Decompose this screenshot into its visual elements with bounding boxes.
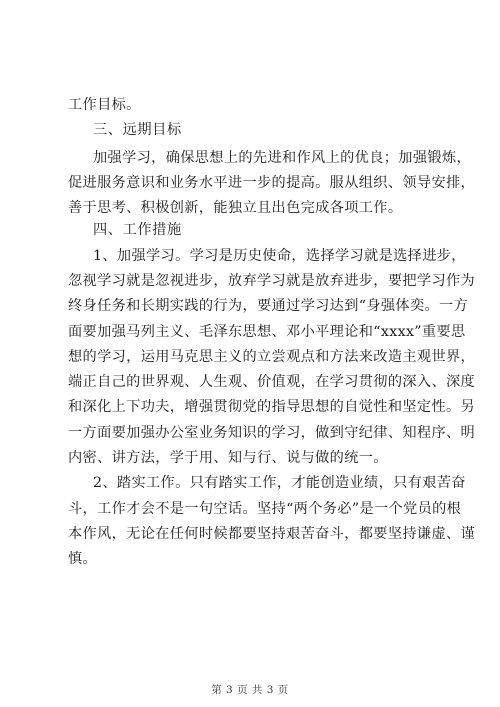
text-line: 1、加强学习。学习是历史使命，选择学习就是选择进步， — [93, 248, 466, 264]
text-line: 本作风，无论在任何时候都要坚持艰苦奋斗，都要坚持谦虚、谨 — [68, 526, 476, 542]
text-line: 一方面要加强办公室业务知识的学习，做到守纪律、知程序、明 — [68, 425, 476, 441]
text-line: 内密、讲方法，学于用、知与行、说与做的统一。 — [68, 450, 388, 466]
text-line: 促进服务意识和业务水平进一步的提高。服从组织、领导安排， — [68, 175, 476, 191]
text-line: 面要加强马列主义、毛泽东思想、邓小平理论和“xxxx”重要思 — [68, 324, 466, 340]
text-line: 慎。 — [68, 551, 98, 567]
text-line: 工作目标。 — [68, 97, 141, 113]
text-line: 加强学习，确保思想上的先进和作风上的优良；加强锻炼， — [93, 150, 471, 166]
text-line: 和深化上下功夫，增强贯彻党的指导思想的自觉性和坚定性。另 — [68, 399, 476, 415]
section-heading-long-term-goals: 三、远期目标 — [93, 122, 182, 138]
text-line: 2、踏实工作。只有踏实工作，才能创造业绩，只有艰苦奋 — [93, 475, 466, 491]
text-line: 斗，工作才会不是一句空话。坚持“两个务必”是一个党员的根 — [68, 501, 462, 517]
page-number-footer: 第 3 页 共 3 页 — [211, 684, 289, 696]
text-line: 端正自己的世界观、人生观、价值观，在学习贯彻的深入、深度 — [68, 374, 476, 390]
text-line: 终身任务和长期实践的行为，要通过学习达到“身强体奕。一方 — [68, 298, 469, 314]
text-line: 想的学习，运用马克思主义的立尝观点和方法来改造主观世界， — [68, 349, 476, 365]
section-heading-work-measures: 四、工作措施 — [93, 222, 182, 238]
text-line: 善于思考、积极创新，能独立且出色完成各项工作。 — [68, 200, 403, 216]
text-line: 忽视学习就是忽视进步，放弃学习就是放弃进步，要把学习作为 — [68, 273, 476, 289]
